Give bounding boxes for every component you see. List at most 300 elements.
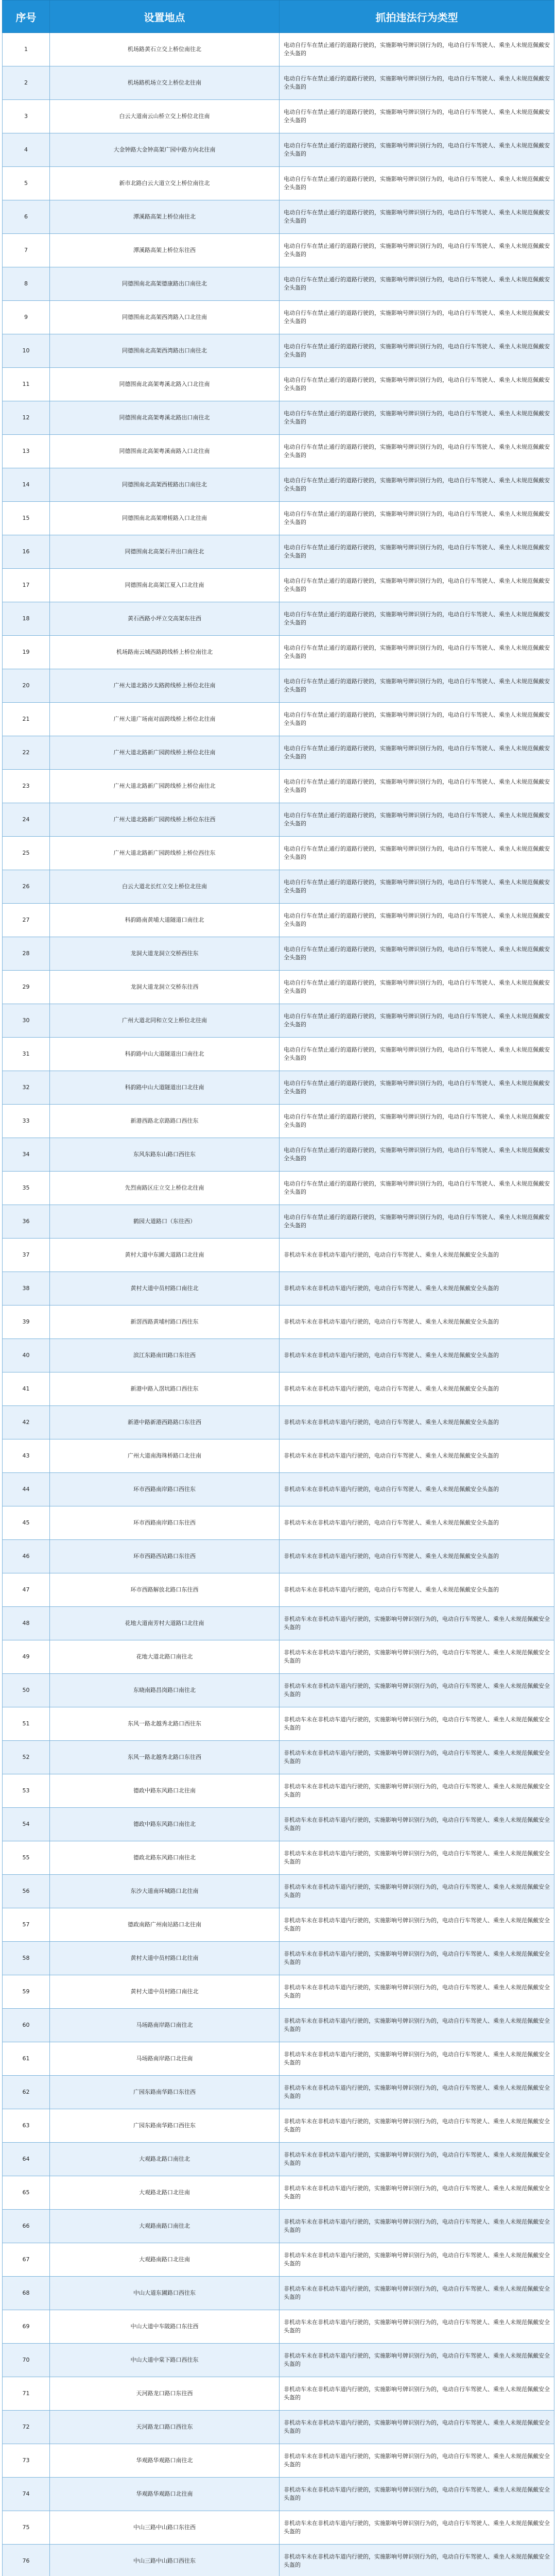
row-location: 华观路华观路口北往南 xyxy=(50,2478,280,2511)
row-violation-type: 非机动车未在非机动车道内行驶的，实施影响号牌识别行为的，电动自行车驾驶人、乘坐人未规范佩戴安全头盔的 xyxy=(280,2277,554,2310)
row-index: 22 xyxy=(3,736,50,770)
table-row xyxy=(3,1540,554,1573)
row-location: 科韵路中山大道隧道出口北往南 xyxy=(50,1071,280,1105)
row-index: 66 xyxy=(3,2210,50,2243)
row-location: 白云大道北长红立交上桥位北往南 xyxy=(50,870,280,904)
row-index: 5 xyxy=(3,167,50,200)
table-row xyxy=(3,1105,554,1138)
row-violation-type: 电动自行车在禁止通行的道路行驶的，实施影响号牌识别行为的，电动自行车驾驶人、乘坐人未规范佩戴安全头盔的 xyxy=(280,1071,554,1105)
table-row xyxy=(3,334,554,368)
row-location: 滨江东路南田路口东往西 xyxy=(50,1339,280,1372)
row-violation-type: 非机动车未在非机动车道内行驶的，实施影响号牌识别行为的，电动自行车驾驶人、乘坐人未规范佩戴安全头盔的 xyxy=(280,2076,554,2109)
row-location: 德政南路广州南站路口北往南 xyxy=(50,1908,280,1942)
row-violation-type: 非机动车未在非机动车道内行驶的，电动自行车驾驶人、乘坐人未规范佩戴安全头盔的 xyxy=(280,1306,554,1339)
row-index: 63 xyxy=(3,2109,50,2143)
table-row xyxy=(3,2109,554,2143)
row-violation-type: 电动自行车在禁止通行的道路行驶的，实施影响号牌识别行为的，电动自行车驾驶人、乘坐人未规范佩戴安全头盔的 xyxy=(280,569,554,602)
row-location: 东沙大道南环城路口北往南 xyxy=(50,1875,280,1908)
table-row xyxy=(3,435,554,468)
row-location: 同德围南北高架粤溪北路入口北往南 xyxy=(50,368,280,401)
row-location: 黄石西路小坪立交高架东往西 xyxy=(50,602,280,636)
row-location: 先烈南路区庄立交上桥位北往南 xyxy=(50,1172,280,1205)
row-violation-type: 电动自行车在禁止通行的道路行驶的，实施影响号牌识别行为的，电动自行车驾驶人、乘坐人未规范佩戴安全头盔的 xyxy=(280,770,554,803)
row-violation-type: 非机动车未在非机动车道内行驶的，实施影响号牌识别行为的，电动自行车驾驶人、乘坐人未规范佩戴安全头盔的 xyxy=(280,1808,554,1841)
row-location: 马场路南岸路口南往北 xyxy=(50,2009,280,2042)
row-location: 大观路南路口北往南 xyxy=(50,2243,280,2277)
row-violation-type: 电动自行车在禁止通行的道路行驶的，实施影响号牌识别行为的，电动自行车驾驶人、乘坐人未规范佩戴安全头盔的 xyxy=(280,1138,554,1172)
row-location: 东风一路北越秀北路口西往东 xyxy=(50,1707,280,1741)
row-location: 机场路黄石立交上桥位南往北 xyxy=(50,33,280,66)
row-index: 15 xyxy=(3,502,50,535)
row-violation-type: 非机动车未在非机动车道内行驶的，实施影响号牌识别行为的，电动自行车驾驶人、乘坐人未规范佩戴安全头盔的 xyxy=(280,2511,554,2545)
row-location: 广州大道北路新广园跨线桥上桥位北往南 xyxy=(50,736,280,770)
row-location: 广州大道北路新广园跨线桥上桥位西往东 xyxy=(50,837,280,870)
row-index: 28 xyxy=(3,937,50,971)
row-index: 17 xyxy=(3,569,50,602)
row-violation-type: 电动自行车在禁止通行的道路行驶的，实施影响号牌识别行为的，电动自行车驾驶人、乘坐人未规范佩戴安全头盔的 xyxy=(280,301,554,334)
row-violation-type: 电动自行车在禁止通行的道路行驶的，实施影响号牌识别行为的，电动自行车驾驶人、乘坐人未规范佩戴安全头盔的 xyxy=(280,837,554,870)
row-violation-type: 电动自行车在禁止通行的道路行驶的，实施影响号牌识别行为的，电动自行车驾驶人、乘坐人未规范佩戴安全头盔的 xyxy=(280,267,554,301)
row-violation-type: 非机动车未在非机动车道内行驶的，电动自行车驾驶人、乘坐人未规范佩戴安全头盔的 xyxy=(280,1506,554,1540)
table-row xyxy=(3,267,554,301)
table-row xyxy=(3,234,554,267)
row-index: 6 xyxy=(3,200,50,234)
table-row xyxy=(3,703,554,736)
row-violation-type: 电动自行车在禁止通行的道路行驶的，实施影响号牌识别行为的，电动自行车驾驶人、乘坐人未规范佩戴安全头盔的 xyxy=(280,1105,554,1138)
row-index: 56 xyxy=(3,1875,50,1908)
table-row xyxy=(3,770,554,803)
row-index: 57 xyxy=(3,1908,50,1942)
table-row xyxy=(3,167,554,200)
row-index: 39 xyxy=(3,1306,50,1339)
row-violation-type: 非机动车未在非机动车道内行驶的，实施影响号牌识别行为的，电动自行车驾驶人、乘坐人未规范佩戴安全头盔的 xyxy=(280,1607,554,1640)
table-row xyxy=(3,1841,554,1875)
row-location: 科韵路南黄埔大道隧道口南往北 xyxy=(50,904,280,937)
row-location: 同德围南北高架粤溪北路出口南往北 xyxy=(50,401,280,435)
row-violation-type: 非机动车未在非机动车道内行驶的，电动自行车驾驶人、乘坐人未规范佩戴安全头盔的 xyxy=(280,1439,554,1473)
table-row xyxy=(3,2377,554,2411)
row-location: 黄村大道中员村路口南往北 xyxy=(50,1975,280,2009)
table-row xyxy=(3,2444,554,2478)
row-index: 48 xyxy=(3,1607,50,1640)
table-row xyxy=(3,1607,554,1640)
row-violation-type: 非机动车未在非机动车道内行驶的，实施影响号牌识别行为的，电动自行车驾驶人、乘坐人未规范佩戴安全头盔的 xyxy=(280,2109,554,2143)
table-row xyxy=(3,602,554,636)
row-index: 38 xyxy=(3,1272,50,1306)
table-row xyxy=(3,1004,554,1038)
row-location: 潭溪路高架上桥位南往北 xyxy=(50,200,280,234)
row-location: 天河路龙口路口东往西 xyxy=(50,2377,280,2411)
table-row xyxy=(3,1071,554,1105)
row-index: 1 xyxy=(3,33,50,66)
row-violation-type: 非机动车未在非机动车道内行驶的，实施影响号牌识别行为的，电动自行车驾驶人、乘坐人未规范佩戴安全头盔的 xyxy=(280,1908,554,1942)
row-location: 广州大道北同和立交上桥位北往南 xyxy=(50,1004,280,1038)
row-index: 10 xyxy=(3,334,50,368)
table-row xyxy=(3,535,554,569)
table-row xyxy=(3,66,554,100)
row-index: 58 xyxy=(3,1942,50,1975)
row-violation-type: 非机动车未在非机动车道内行驶的，实施影响号牌识别行为的，电动自行车驾驶人、乘坐人未规范佩戴安全头盔的 xyxy=(280,2243,554,2277)
row-index: 14 xyxy=(3,468,50,502)
row-index: 47 xyxy=(3,1573,50,1607)
row-location: 华观路华观路口南往北 xyxy=(50,2444,280,2478)
table-row xyxy=(3,2478,554,2511)
table-row xyxy=(3,1339,554,1372)
row-location: 同德围南北高架西槎路出口南往北 xyxy=(50,468,280,502)
table-row xyxy=(3,2277,554,2310)
header-location: 设置地点 xyxy=(50,1,280,33)
row-location: 花地大道北路口南往北 xyxy=(50,1640,280,1674)
table-row xyxy=(3,1138,554,1172)
table-row xyxy=(3,1808,554,1841)
row-index: 34 xyxy=(3,1138,50,1172)
row-index: 25 xyxy=(3,837,50,870)
table-body xyxy=(3,33,554,2576)
table-row xyxy=(3,1774,554,1808)
table-row xyxy=(3,2176,554,2210)
table-row xyxy=(3,100,554,133)
table-row xyxy=(3,837,554,870)
row-location: 潭溪路高架上桥位东往西 xyxy=(50,234,280,267)
row-violation-type: 非机动车未在非机动车道内行驶的，电动自行车驾驶人、乘坐人未规范佩戴安全头盔的 xyxy=(280,1573,554,1607)
row-index: 74 xyxy=(3,2478,50,2511)
row-location: 广州大道北路新广园跨线桥上桥位南往北 xyxy=(50,770,280,803)
row-violation-type: 非机动车未在非机动车道内行驶的，实施影响号牌识别行为的，电动自行车驾驶人、乘坐人未规范佩戴安全头盔的 xyxy=(280,1640,554,1674)
row-index: 72 xyxy=(3,2411,50,2444)
row-location: 广州大道南海珠桥路口北往南 xyxy=(50,1439,280,1473)
row-index: 59 xyxy=(3,1975,50,2009)
row-location: 天河路龙口路口西往东 xyxy=(50,2411,280,2444)
table-row xyxy=(3,468,554,502)
row-index: 51 xyxy=(3,1707,50,1741)
row-violation-type: 电动自行车在禁止通行的道路行驶的，实施影响号牌识别行为的，电动自行车驾驶人、乘坐人未规范佩戴安全头盔的 xyxy=(280,904,554,937)
table-row xyxy=(3,904,554,937)
row-violation-type: 电动自行车在禁止通行的道路行驶的，实施影响号牌识别行为的，电动自行车驾驶人、乘坐人未规范佩戴安全头盔的 xyxy=(280,200,554,234)
row-index: 53 xyxy=(3,1774,50,1808)
table-row xyxy=(3,1741,554,1774)
table-row xyxy=(3,636,554,669)
table-row xyxy=(3,2143,554,2176)
row-location: 环市西路南岸路口西往东 xyxy=(50,1473,280,1506)
row-location: 广州大道北路新广园跨线桥上桥位东往西 xyxy=(50,803,280,837)
table-row xyxy=(3,1406,554,1439)
row-violation-type: 非机动车未在非机动车道内行驶的，电动自行车驾驶人、乘坐人未规范佩戴安全头盔的 xyxy=(280,1272,554,1306)
row-index: 31 xyxy=(3,1038,50,1071)
row-location: 黄村大道中员村路口南往北 xyxy=(50,1272,280,1306)
row-violation-type: 电动自行车在禁止通行的道路行驶的，实施影响号牌识别行为的，电动自行车驾驶人、乘坐人未规范佩戴安全头盔的 xyxy=(280,703,554,736)
row-location: 同德围南北高架德康路出口南往北 xyxy=(50,267,280,301)
row-index: 49 xyxy=(3,1640,50,1674)
row-index: 32 xyxy=(3,1071,50,1105)
row-location: 中山三路中山路口东往西 xyxy=(50,2511,280,2545)
table-row xyxy=(3,736,554,770)
table-row xyxy=(3,2009,554,2042)
table-row xyxy=(3,1942,554,1975)
row-index: 76 xyxy=(3,2545,50,2576)
row-location: 花地大道南芳村大道路口北往南 xyxy=(50,1607,280,1640)
table-row xyxy=(3,1038,554,1071)
row-violation-type: 电动自行车在禁止通行的道路行驶的，实施影响号牌识别行为的，电动自行车驾驶人、乘坐人未规范佩戴安全头盔的 xyxy=(280,1172,554,1205)
row-violation-type: 电动自行车在禁止通行的道路行驶的，实施影响号牌识别行为的，电动自行车驾驶人、乘坐人未规范佩戴安全头盔的 xyxy=(280,334,554,368)
row-violation-type: 非机动车未在非机动车道内行驶的，实施影响号牌识别行为的，电动自行车驾驶人、乘坐人未规范佩戴安全头盔的 xyxy=(280,2411,554,2444)
table-row xyxy=(3,1306,554,1339)
row-index: 42 xyxy=(3,1406,50,1439)
row-index: 9 xyxy=(3,301,50,334)
row-location: 大观路北路口南往北 xyxy=(50,2143,280,2176)
row-violation-type: 非机动车未在非机动车道内行驶的，电动自行车驾驶人、乘坐人未规范佩戴安全头盔的 xyxy=(280,1406,554,1439)
row-violation-type: 非机动车未在非机动车道内行驶的，电动自行车驾驶人、乘坐人未规范佩戴安全头盔的 xyxy=(280,1239,554,1272)
row-violation-type: 电动自行车在禁止通行的道路行驶的，实施影响号牌识别行为的，电动自行车驾驶人、乘坐人未规范佩戴安全头盔的 xyxy=(280,1205,554,1239)
row-violation-type: 电动自行车在禁止通行的道路行驶的，实施影响号牌识别行为的，电动自行车驾驶人、乘坐人未规范佩戴安全头盔的 xyxy=(280,1038,554,1071)
table-row xyxy=(3,1573,554,1607)
row-violation-type: 非机动车未在非机动车道内行驶的，实施影响号牌识别行为的，电动自行车驾驶人、乘坐人未规范佩戴安全头盔的 xyxy=(280,1975,554,2009)
row-index: 16 xyxy=(3,535,50,569)
row-location: 同德围南北高架石井出口南往北 xyxy=(50,535,280,569)
row-index: 60 xyxy=(3,2009,50,2042)
row-index: 23 xyxy=(3,770,50,803)
table-row xyxy=(3,2076,554,2109)
row-location: 中山大道中棠下路口西往东 xyxy=(50,2344,280,2377)
row-violation-type: 电动自行车在禁止通行的道路行驶的，实施影响号牌识别行为的，电动自行车驾驶人、乘坐人未规范佩戴安全头盔的 xyxy=(280,736,554,770)
row-location: 大观路北路口北往南 xyxy=(50,2176,280,2210)
row-index: 7 xyxy=(3,234,50,267)
row-violation-type: 电动自行车在禁止通行的道路行驶的，实施影响号牌识别行为的，电动自行车驾驶人、乘坐人未规范佩戴安全头盔的 xyxy=(280,167,554,200)
table-row xyxy=(3,2411,554,2444)
row-violation-type: 电动自行车在禁止通行的道路行驶的，实施影响号牌识别行为的，电动自行车驾驶人、乘坐人未规范佩戴安全头盔的 xyxy=(280,100,554,133)
row-index: 20 xyxy=(3,669,50,703)
table-row xyxy=(3,2210,554,2243)
row-violation-type: 非机动车未在非机动车道内行驶的，实施影响号牌识别行为的，电动自行车驾驶人、乘坐人未规范佩戴安全头盔的 xyxy=(280,2545,554,2576)
table-row xyxy=(3,2243,554,2277)
row-violation-type: 电动自行车在禁止通行的道路行驶的，实施影响号牌识别行为的，电动自行车驾驶人、乘坐人未规范佩戴安全头盔的 xyxy=(280,33,554,66)
row-index: 44 xyxy=(3,1473,50,1506)
row-violation-type: 非机动车未在非机动车道内行驶的，实施影响号牌识别行为的，电动自行车驾驶人、乘坐人未规范佩戴安全头盔的 xyxy=(280,2377,554,2411)
row-violation-type: 非机动车未在非机动车道内行驶的，电动自行车驾驶人、乘坐人未规范佩戴安全头盔的 xyxy=(280,1339,554,1372)
row-violation-type: 非机动车未在非机动车道内行驶的，实施影响号牌识别行为的，电动自行车驾驶人、乘坐人未规范佩戴安全头盔的 xyxy=(280,1841,554,1875)
table-row xyxy=(3,301,554,334)
row-location: 同德围南北高架粤溪南路入口北往南 xyxy=(50,435,280,468)
camera-location-table xyxy=(2,0,554,2576)
row-location: 机场路机场立交上桥位北往南 xyxy=(50,66,280,100)
row-violation-type: 非机动车未在非机动车道内行驶的，实施影响号牌识别行为的，电动自行车驾驶人、乘坐人未规范佩戴安全头盔的 xyxy=(280,2478,554,2511)
table-row xyxy=(3,502,554,535)
row-index: 4 xyxy=(3,133,50,167)
row-violation-type: 非机动车未在非机动车道内行驶的，实施影响号牌识别行为的，电动自行车驾驶人、乘坐人未规范佩戴安全头盔的 xyxy=(280,2310,554,2344)
row-location: 同德围南北高架西湾路出口南往北 xyxy=(50,334,280,368)
row-violation-type: 非机动车未在非机动车道内行驶的，实施影响号牌识别行为的，电动自行车驾驶人、乘坐人未规范佩戴安全头盔的 xyxy=(280,2042,554,2076)
row-index: 45 xyxy=(3,1506,50,1540)
row-index: 70 xyxy=(3,2344,50,2377)
table-row xyxy=(3,200,554,234)
row-violation-type: 电动自行车在禁止通行的道路行驶的，实施影响号牌识别行为的，电动自行车驾驶人、乘坐人未规范佩戴安全头盔的 xyxy=(280,401,554,435)
row-violation-type: 非机动车未在非机动车道内行驶的，实施影响号牌识别行为的，电动自行车驾驶人、乘坐人未规范佩戴安全头盔的 xyxy=(280,1774,554,1808)
table-row xyxy=(3,1172,554,1205)
row-violation-type: 非机动车未在非机动车道内行驶的，电动自行车驾驶人、乘坐人未规范佩戴安全头盔的 xyxy=(280,1540,554,1573)
table-row xyxy=(3,1875,554,1908)
row-violation-type: 电动自行车在禁止通行的道路行驶的，实施影响号牌识别行为的，电动自行车驾驶人、乘坐人未规范佩戴安全头盔的 xyxy=(280,870,554,904)
table-row xyxy=(3,33,554,66)
table-row xyxy=(3,937,554,971)
table-row xyxy=(3,2545,554,2576)
row-location: 新港中路新港西路路口东往西 xyxy=(50,1406,280,1439)
row-violation-type: 非机动车未在非机动车道内行驶的，实施影响号牌识别行为的，电动自行车驾驶人、乘坐人未规范佩戴安全头盔的 xyxy=(280,1942,554,1975)
table-row xyxy=(3,368,554,401)
table-row xyxy=(3,2042,554,2076)
table-row xyxy=(3,1640,554,1674)
row-index: 75 xyxy=(3,2511,50,2545)
row-location: 马场路南岸路口北往南 xyxy=(50,2042,280,2076)
row-location: 德政中路东风路口南往北 xyxy=(50,1808,280,1841)
row-location: 黄村大道中东圃大道路口北往南 xyxy=(50,1239,280,1272)
table-row xyxy=(3,1372,554,1406)
row-index: 21 xyxy=(3,703,50,736)
row-location: 广州大道北路沙太路跨线桥上桥位北往南 xyxy=(50,669,280,703)
row-index: 50 xyxy=(3,1674,50,1707)
row-violation-type: 非机动车未在非机动车道内行驶的，实施影响号牌识别行为的，电动自行车驾驶人、乘坐人未规范佩戴安全头盔的 xyxy=(280,1741,554,1774)
row-location: 白云大道南云山桥立交上桥位北往南 xyxy=(50,100,280,133)
row-violation-type: 非机动车未在非机动车道内行驶的，实施影响号牌识别行为的，电动自行车驾驶人、乘坐人未规范佩戴安全头盔的 xyxy=(280,2009,554,2042)
row-location: 同德围南北高架西湾路入口北往南 xyxy=(50,301,280,334)
row-index: 68 xyxy=(3,2277,50,2310)
table-row xyxy=(3,1908,554,1942)
header-violation-type: 抓拍违法行为类型 xyxy=(280,1,554,33)
row-violation-type: 非机动车未在非机动车道内行驶的，实施影响号牌识别行为的，电动自行车驾驶人、乘坐人未规范佩戴安全头盔的 xyxy=(280,2143,554,2176)
row-index: 61 xyxy=(3,2042,50,2076)
row-location: 中山大道东圃路口西往东 xyxy=(50,2277,280,2310)
table-row xyxy=(3,1239,554,1272)
row-location: 环市西路解放北路口东往西 xyxy=(50,1573,280,1607)
row-violation-type: 电动自行车在禁止通行的道路行驶的，实施影响号牌识别行为的，电动自行车驾驶人、乘坐人未规范佩戴安全头盔的 xyxy=(280,133,554,167)
row-index: 46 xyxy=(3,1540,50,1573)
row-violation-type: 电动自行车在禁止通行的道路行驶的，实施影响号牌识别行为的，电动自行车驾驶人、乘坐人未规范佩戴安全头盔的 xyxy=(280,636,554,669)
row-index: 18 xyxy=(3,602,50,636)
row-location: 广州大道广场南对面跨线桥上桥位北往南 xyxy=(50,703,280,736)
table-row xyxy=(3,1707,554,1741)
row-index: 40 xyxy=(3,1339,50,1372)
row-location: 新市北路白云大道立交上桥位南往北 xyxy=(50,167,280,200)
row-location: 德政中路东风路口北往南 xyxy=(50,1774,280,1808)
table-row xyxy=(3,971,554,1004)
table-row xyxy=(3,2511,554,2545)
table-row xyxy=(3,803,554,837)
row-index: 52 xyxy=(3,1741,50,1774)
row-index: 67 xyxy=(3,2243,50,2277)
row-location: 机场路南云城西路跨线桥上桥位南往北 xyxy=(50,636,280,669)
row-location: 黄村大道中员村路口北往南 xyxy=(50,1942,280,1975)
row-violation-type: 电动自行车在禁止通行的道路行驶的，实施影响号牌识别行为的，电动自行车驾驶人、乘坐人未规范佩戴安全头盔的 xyxy=(280,502,554,535)
row-location: 同德围南北高架江夏入口北往南 xyxy=(50,569,280,602)
row-index: 13 xyxy=(3,435,50,468)
row-index: 35 xyxy=(3,1172,50,1205)
row-index: 62 xyxy=(3,2076,50,2109)
table-row xyxy=(3,2344,554,2377)
row-index: 19 xyxy=(3,636,50,669)
row-index: 37 xyxy=(3,1239,50,1272)
row-violation-type: 电动自行车在禁止通行的道路行驶的，实施影响号牌识别行为的，电动自行车驾驶人、乘坐人未规范佩戴安全头盔的 xyxy=(280,468,554,502)
row-location: 新滘西路黄埔村路口西往东 xyxy=(50,1306,280,1339)
row-location: 新港中路入滘坑路口西往东 xyxy=(50,1372,280,1406)
row-violation-type: 电动自行车在禁止通行的道路行驶的，实施影响号牌识别行为的，电动自行车驾驶人、乘坐人未规范佩戴安全头盔的 xyxy=(280,368,554,401)
row-location: 东风一路北越秀北路口东往西 xyxy=(50,1741,280,1774)
row-location: 龙洞大道龙洞立交桥西往东 xyxy=(50,937,280,971)
row-index: 24 xyxy=(3,803,50,837)
table-header xyxy=(3,1,554,33)
row-index: 11 xyxy=(3,368,50,401)
row-violation-type: 非机动车未在非机动车道内行驶的，实施影响号牌识别行为的，电动自行车驾驶人、乘坐人未规范佩戴安全头盔的 xyxy=(280,2210,554,2243)
row-index: 43 xyxy=(3,1439,50,1473)
row-location: 德政北路东风路口南往北 xyxy=(50,1841,280,1875)
row-location: 科韵路中山大道隧道出口南往北 xyxy=(50,1038,280,1071)
row-location: 大观路南路口南往北 xyxy=(50,2210,280,2243)
table-row xyxy=(3,133,554,167)
table-row xyxy=(3,2310,554,2344)
row-index: 71 xyxy=(3,2377,50,2411)
row-location: 大金钟路大金钟高架广园中路方向北往南 xyxy=(50,133,280,167)
table-row xyxy=(3,1506,554,1540)
row-violation-type: 非机动车未在非机动车道内行驶的，电动自行车驾驶人、乘坐人未规范佩戴安全头盔的 xyxy=(280,1372,554,1406)
row-location: 广园东路南华路口东往西 xyxy=(50,2076,280,2109)
row-location: 鹤园大道路口（东往西） xyxy=(50,1205,280,1239)
row-index: 33 xyxy=(3,1105,50,1138)
row-violation-type: 电动自行车在禁止通行的道路行驶的，实施影响号牌识别行为的，电动自行车驾驶人、乘坐人未规范佩戴安全头盔的 xyxy=(280,803,554,837)
row-violation-type: 电动自行车在禁止通行的道路行驶的，实施影响号牌识别行为的，电动自行车驾驶人、乘坐人未规范佩戴安全头盔的 xyxy=(280,535,554,569)
table-row xyxy=(3,1473,554,1506)
row-index: 73 xyxy=(3,2444,50,2478)
row-violation-type: 电动自行车在禁止通行的道路行驶的，实施影响号牌识别行为的，电动自行车驾驶人、乘坐人未规范佩戴安全头盔的 xyxy=(280,234,554,267)
row-index: 30 xyxy=(3,1004,50,1038)
row-violation-type: 非机动车未在非机动车道内行驶的，实施影响号牌识别行为的，电动自行车驾驶人、乘坐人未规范佩戴安全头盔的 xyxy=(280,2176,554,2210)
row-index: 12 xyxy=(3,401,50,435)
row-violation-type: 电动自行车在禁止通行的道路行驶的，实施影响号牌识别行为的，电动自行车驾驶人、乘坐人未规范佩戴安全头盔的 xyxy=(280,66,554,100)
row-violation-type: 非机动车未在非机动车道内行驶的，实施影响号牌识别行为的，电动自行车驾驶人、乘坐人未规范佩戴安全头盔的 xyxy=(280,1875,554,1908)
table-row xyxy=(3,401,554,435)
row-index: 29 xyxy=(3,971,50,1004)
row-index: 26 xyxy=(3,870,50,904)
row-location: 东风东路东山路口西往东 xyxy=(50,1138,280,1172)
row-violation-type: 非机动车未在非机动车道内行驶的，电动自行车驾驶人、乘坐人未规范佩戴安全头盔的 xyxy=(280,1473,554,1506)
row-violation-type: 非机动车未在非机动车道内行驶的，实施影响号牌识别行为的，电动自行车驾驶人、乘坐人未规范佩戴安全头盔的 xyxy=(280,2444,554,2478)
row-index: 55 xyxy=(3,1841,50,1875)
row-index: 8 xyxy=(3,267,50,301)
row-violation-type: 电动自行车在禁止通行的道路行驶的，实施影响号牌识别行为的，电动自行车驾驶人、乘坐人未规范佩戴安全头盔的 xyxy=(280,971,554,1004)
row-violation-type: 非机动车未在非机动车道内行驶的，实施影响号牌识别行为的，电动自行车驾驶人、乘坐人未规范佩戴安全头盔的 xyxy=(280,1674,554,1707)
row-location: 环市西路南岸路口东往西 xyxy=(50,1506,280,1540)
row-location: 新港西路北京路路口西往东 xyxy=(50,1105,280,1138)
row-index: 27 xyxy=(3,904,50,937)
row-violation-type: 电动自行车在禁止通行的道路行驶的，实施影响号牌识别行为的，电动自行车驾驶人、乘坐人未规范佩戴安全头盔的 xyxy=(280,937,554,971)
row-location: 环市西路西站路口东往西 xyxy=(50,1540,280,1573)
row-index: 3 xyxy=(3,100,50,133)
row-location: 广园东路南华路口西往东 xyxy=(50,2109,280,2143)
row-violation-type: 非机动车未在非机动车道内行驶的，实施影响号牌识别行为的，电动自行车驾驶人、乘坐人未规范佩戴安全头盔的 xyxy=(280,1707,554,1741)
row-index: 64 xyxy=(3,2143,50,2176)
table-row xyxy=(3,1272,554,1306)
row-location: 中山大道中车陂路口东往西 xyxy=(50,2310,280,2344)
row-violation-type: 非机动车未在非机动车道内行驶的，实施影响号牌识别行为的，电动自行车驾驶人、乘坐人未规范佩戴安全头盔的 xyxy=(280,2344,554,2377)
table-row xyxy=(3,669,554,703)
row-location: 龙洞大道龙洞立交桥东往西 xyxy=(50,971,280,1004)
row-index: 54 xyxy=(3,1808,50,1841)
table-row xyxy=(3,1975,554,2009)
row-violation-type: 电动自行车在禁止通行的道路行驶的，实施影响号牌识别行为的，电动自行车驾驶人、乘坐人未规范佩戴安全头盔的 xyxy=(280,435,554,468)
table-row xyxy=(3,1674,554,1707)
table-row xyxy=(3,1205,554,1239)
row-violation-type: 电动自行车在禁止通行的道路行驶的，实施影响号牌识别行为的，电动自行车驾驶人、乘坐人未规范佩戴安全头盔的 xyxy=(280,602,554,636)
table-row xyxy=(3,569,554,602)
row-index: 2 xyxy=(3,66,50,100)
row-index: 65 xyxy=(3,2176,50,2210)
row-violation-type: 电动自行车在禁止通行的道路行驶的，实施影响号牌识别行为的，电动自行车驾驶人、乘坐人未规范佩戴安全头盔的 xyxy=(280,1004,554,1038)
